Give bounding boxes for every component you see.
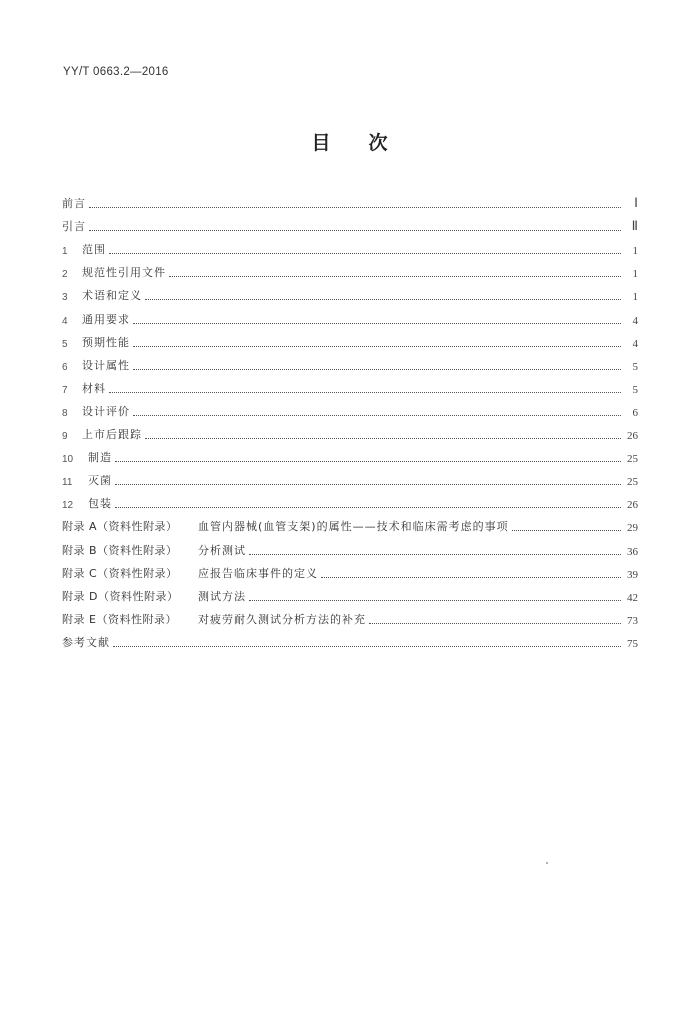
toc-entry[interactable] — [62, 234, 638, 257]
toc-entry-page: 4 — [632, 337, 638, 350]
standard-code: YY/T 0663.2—2016 — [63, 66, 169, 78]
appendix-page: 42 — [627, 591, 638, 604]
dot-leader — [133, 414, 621, 416]
appendix-prefix: 附录 B（资料性附录） — [62, 543, 178, 557]
toc-entry[interactable] — [62, 303, 638, 326]
appendix-page: 39 — [627, 568, 638, 581]
toc-entry-page: 25 — [627, 476, 638, 489]
dot-leader — [145, 298, 621, 300]
dot-leader — [169, 275, 621, 277]
dot-leader — [133, 322, 621, 324]
toc-entry-page: 1 — [632, 268, 638, 281]
toc-entry-label: 引言 — [62, 220, 86, 234]
dot-leader — [115, 483, 621, 485]
toc-entry-page: 5 — [632, 360, 638, 373]
dot-leader — [89, 229, 621, 231]
dot-leader — [512, 529, 621, 531]
references-label: 参考文献 — [62, 635, 110, 649]
scan-speck — [546, 862, 548, 864]
appendix-entry[interactable] — [62, 558, 638, 581]
toc-entry-page: 26 — [627, 430, 638, 443]
toc-entry-page: Ⅱ — [631, 218, 638, 234]
toc-entry-number: 11 — [62, 477, 73, 489]
toc-entry[interactable] — [62, 373, 638, 396]
toc-entry-label: 前言 — [62, 197, 86, 211]
appendix-entry[interactable] — [62, 604, 638, 627]
toc-entry-number: 8 — [62, 407, 68, 419]
appendix-label: 测试方法 — [198, 589, 246, 603]
toc-entry[interactable] — [62, 350, 638, 373]
appendix-page: 29 — [627, 522, 638, 535]
references-entry[interactable] — [62, 627, 638, 650]
appendix-label: 分析测试 — [198, 543, 246, 557]
toc-entry[interactable] — [62, 211, 638, 234]
dot-leader — [115, 460, 621, 462]
toc-entry-label: 术语和定义 — [82, 289, 142, 303]
dot-leader — [249, 553, 621, 555]
toc-entry[interactable] — [62, 280, 638, 303]
appendix-prefix: 附录 C（资料性附录） — [62, 566, 178, 580]
toc-entry-number: 9 — [62, 431, 68, 443]
toc-entry-number: 2 — [62, 269, 68, 281]
appendix-entry[interactable] — [62, 534, 638, 557]
table-of-contents — [62, 188, 638, 650]
dot-leader — [369, 622, 621, 624]
toc-entry[interactable] — [62, 188, 638, 211]
dot-leader — [89, 206, 621, 208]
references-page: 75 — [627, 637, 638, 650]
toc-entry-number: 12 — [62, 500, 74, 512]
dot-leader — [145, 437, 621, 439]
appendix-label: 血管内器械(血管支架)的属性——技术和临床需考虑的事项 — [198, 520, 509, 534]
dot-leader — [113, 645, 621, 647]
appendix-page: 36 — [627, 545, 638, 558]
toc-entry[interactable] — [62, 488, 638, 511]
toc-entry-page: 25 — [627, 453, 638, 466]
toc-entry-number: 10 — [62, 454, 74, 466]
appendix-prefix: 附录 D（资料性附录） — [62, 589, 179, 603]
toc-entry-label: 通用要求 — [82, 312, 130, 326]
toc-entry-page: 6 — [632, 406, 638, 419]
toc-entry-number: 7 — [62, 384, 68, 396]
dot-leader — [133, 345, 621, 347]
toc-entry-label: 范围 — [82, 243, 106, 257]
toc-entry-label: 材料 — [82, 381, 106, 395]
toc-entry-page: 4 — [632, 314, 638, 327]
appendix-entry[interactable] — [62, 581, 638, 604]
toc-entry[interactable] — [62, 465, 638, 488]
appendix-label: 应报告临床事件的定义 — [198, 566, 318, 580]
appendix-entry[interactable] — [62, 511, 638, 534]
toc-entry-label: 上市后跟踪 — [82, 428, 142, 442]
appendix-page: 73 — [627, 614, 638, 627]
appendix-label: 对疲劳耐久测试分析方法的补充 — [198, 612, 366, 626]
toc-entry-label: 设计评价 — [82, 404, 130, 418]
page-title: 目 次 — [311, 132, 388, 154]
dot-leader — [109, 252, 621, 254]
appendix-prefix: 附录 E（资料性附录） — [62, 612, 177, 626]
toc-entry-page: 1 — [632, 291, 638, 304]
appendix-prefix: 附录 A（资料性附录） — [62, 520, 178, 534]
toc-entry[interactable] — [62, 396, 638, 419]
toc-entry-label: 预期性能 — [82, 335, 130, 349]
toc-entry-page: Ⅰ — [634, 195, 638, 211]
toc-entry-page: 5 — [632, 383, 638, 396]
toc-entry-page: 26 — [627, 499, 638, 512]
toc-entry[interactable] — [62, 442, 638, 465]
dot-leader — [133, 368, 621, 370]
toc-entry[interactable] — [62, 419, 638, 442]
toc-entry-page: 1 — [632, 245, 638, 258]
toc-entry-label: 制造 — [88, 451, 112, 465]
toc-entry-number: 4 — [62, 315, 68, 327]
toc-entry-label: 灭菌 — [88, 474, 112, 488]
toc-entry[interactable] — [62, 257, 638, 280]
toc-entry[interactable] — [62, 327, 638, 350]
dot-leader — [109, 391, 621, 393]
dot-leader — [115, 506, 621, 508]
toc-entry-label: 包装 — [88, 497, 112, 511]
toc-entry-number: 6 — [62, 361, 68, 373]
toc-entry-label: 设计属性 — [82, 358, 130, 372]
dot-leader — [249, 599, 621, 601]
dot-leader — [321, 576, 621, 578]
toc-entry-label: 规范性引用文件 — [82, 266, 166, 280]
toc-entry-number: 5 — [62, 338, 68, 350]
toc-entry-number: 1 — [62, 246, 68, 258]
toc-entry-number: 3 — [62, 292, 68, 304]
